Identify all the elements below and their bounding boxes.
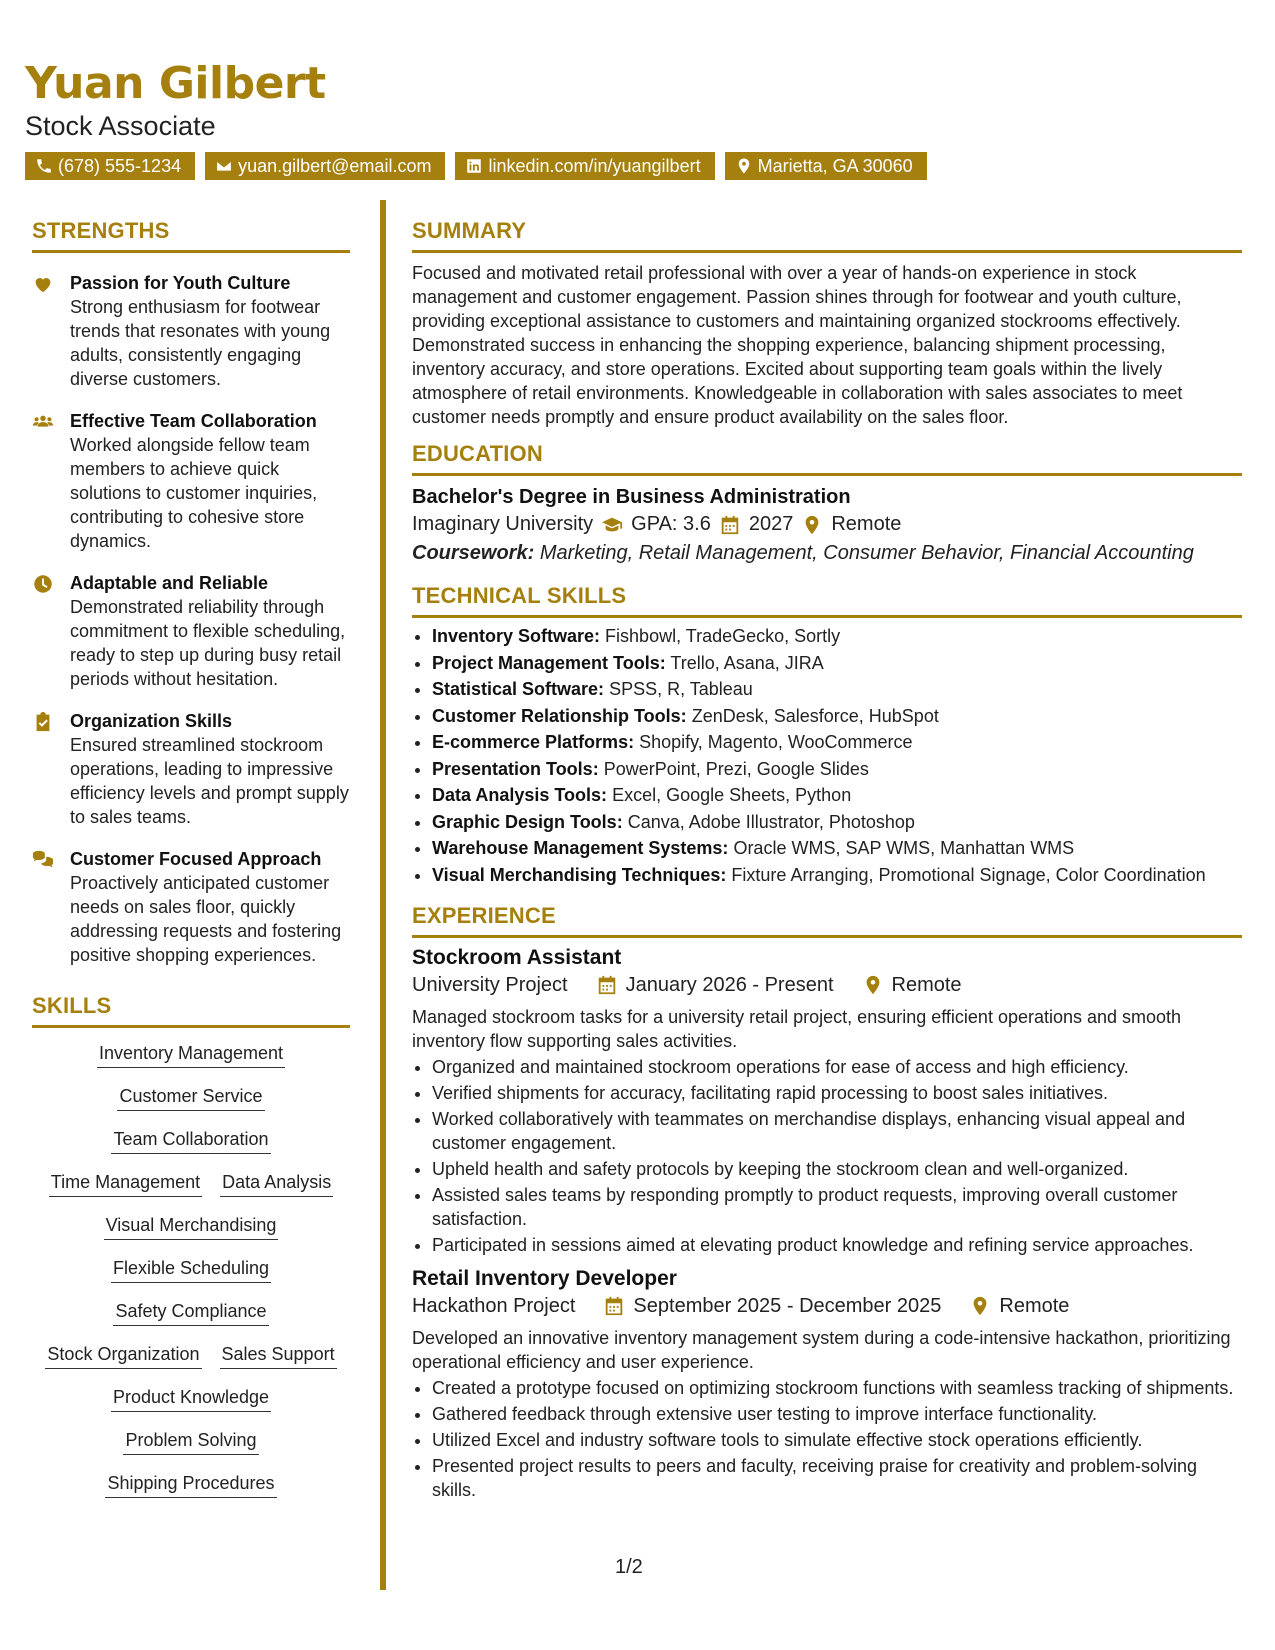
job-summary: Developed an innovative inventory management system during a code-intensive hackathon, prioritizing operational efficiency and user experience. [412, 1327, 1231, 1372]
list-item [432, 704, 1242, 728]
contact-email-text: yuan.gilbert@email.com [238, 156, 432, 176]
strength-desc: Demonstrated reliability through commitment to flexible scheduling, ready to step up during busy retail periods without hesitation. [70, 597, 346, 689]
list-item: • Organized and maintained stockroom operations for ease of access and high efficiency. [432, 1055, 1242, 1079]
list-item: • Worked collaboratively with teammates on merchandise displays, enhancing visual appeal and customer engagement. [432, 1107, 1242, 1155]
page-number: 1/2 [615, 1556, 643, 1578]
graduation-year: 2027 [748, 513, 794, 535]
tech-label: Warehouse Management Systems: [432, 838, 729, 858]
technical-skills-list [412, 624, 1242, 887]
job-title: Stockroom Assistant [412, 945, 622, 969]
strength-title: Organization Skills [70, 711, 233, 731]
contact-linkedin[interactable] [455, 152, 714, 180]
coursework-list: Marketing, Retail Management, Consumer Behavior, Financial Accounting [539, 542, 1194, 564]
contact-phone[interactable] [25, 152, 195, 180]
skill-tag: Inventory Management [97, 1042, 285, 1068]
job-summary: Managed stockroom tasks for a university retail project, ensuring efficient operations and smooth inventory flow supporting sales activities. [412, 1006, 1182, 1051]
tech-label: Customer Relationship Tools: [432, 705, 687, 726]
coursework [412, 542, 1242, 565]
skill-tag: Customer Service [117, 1085, 264, 1111]
contact-email[interactable] [205, 152, 445, 180]
strength-title: Passion for Youth Culture [70, 273, 291, 293]
contact-location-text: Marietta, GA 30060 [757, 156, 913, 176]
job-location: Remote [891, 973, 962, 996]
skills-list [32, 1042, 350, 1498]
list-item: • Verified shipments for accuracy, facilitating rapid processing to boost sales initiatives. [432, 1081, 1242, 1105]
list-item: • Utilized Excel and industry software tools to simulate effective stock operations efficiently. [432, 1428, 1242, 1452]
list-item [432, 757, 1242, 781]
education-location: Remote [831, 513, 902, 535]
contact-linkedin-text: linkedin.com/in/yuangilbert [488, 156, 701, 176]
heart-icon [32, 273, 54, 295]
tech-label: Inventory Software: [432, 626, 601, 646]
tech-label: Graphic Design Tools: [432, 811, 623, 832]
tech-value: Shopify, Magento, WooCommerce [639, 732, 913, 752]
clipboard-check-icon [32, 711, 54, 733]
users-icon [32, 411, 54, 433]
tech-label: Presentation Tools: [432, 758, 599, 779]
tech-label: Visual Merchandising Techniques: [432, 864, 727, 885]
strength-desc: Proactively anticipated customer needs on sales floor, quickly addressing requests and fostering positive shopping experiences. [70, 873, 342, 965]
location-pin-icon [801, 514, 823, 536]
list-item: • Participated in sessions aimed at elevating product knowledge and refining service approaches. [432, 1233, 1242, 1257]
list-item [432, 836, 1242, 860]
list-item [432, 677, 1242, 701]
tech-label: Data Analysis Tools: [432, 785, 608, 805]
left-column [32, 218, 350, 1515]
skill-tag: Sales Support [220, 1343, 337, 1369]
candidate-name: Yuan Gilbert [25, 58, 326, 109]
job-bullets [412, 1055, 1242, 1257]
location-pin-icon [862, 974, 884, 996]
contact-bar [25, 152, 927, 180]
job-dates: January 2026 - Present [625, 973, 834, 996]
calendar-icon [719, 514, 741, 536]
tech-value: SPSS, R, Tableau [609, 679, 753, 699]
contact-phone-text: (678) 555-1234 [58, 156, 182, 176]
summary-text: Focused and motivated retail professional with over a year of hands-on experience in stock management and customer engagement. Passion shines through for footwear and youth culture, providing exceptional assistance to customers and maintaining organized stockrooms effectively. Demonstrated success in enhancing the shopping experience, balancing shipment processing, inventory accuracy, and store operations. Excited about supporting team goals within the lively atmosphere of retail environments. Knowledgeable in collaboration with sales associates to meet customer needs promptly and ensure product availability on the sales floor. [412, 263, 1183, 427]
technical-skills-heading: TECHNICAL SKILLS [412, 583, 1242, 618]
skill-tag: Safety Compliance [113, 1300, 268, 1326]
tech-value: Canva, Adobe Illustrator, Photoshop [627, 811, 915, 832]
strength-item [32, 271, 350, 391]
education-meta [412, 513, 1242, 536]
tech-label: Project Management Tools: [432, 652, 666, 673]
list-item [432, 783, 1242, 807]
degree-title: Bachelor's Degree in Business Administration [412, 486, 851, 508]
coursework-label: Coursework: [412, 542, 535, 564]
skills-heading: SKILLS [32, 993, 350, 1028]
tech-label: Statistical Software: [432, 679, 605, 699]
column-divider [380, 200, 386, 1590]
list-item [432, 810, 1242, 834]
strength-title: Effective Team Collaboration [70, 411, 317, 431]
job-meta [412, 974, 1242, 997]
list-item: • Gathered feedback through extensive user testing to improve interface functionality. [432, 1402, 1242, 1426]
strength-item [32, 847, 350, 967]
job-bullets [412, 1376, 1242, 1502]
tech-value: ZenDesk, Salesforce, HubSpot [691, 705, 939, 726]
skill-tag: Data Analysis [220, 1171, 333, 1197]
summary-heading: SUMMARY [412, 218, 1242, 253]
tech-value: Fixture Arranging, Promotional Signage, Color Coordination [731, 864, 1206, 885]
tech-value: Trello, Asana, JIRA [670, 652, 824, 673]
clock-icon [32, 573, 54, 595]
strengths-heading: STRENGTHS [32, 218, 350, 253]
skill-tag: Time Management [49, 1171, 202, 1197]
list-item: • Upheld health and safety protocols by keeping the stockroom clean and well-organized. [432, 1157, 1242, 1181]
calendar-icon [596, 974, 618, 996]
tech-value: PowerPoint, Prezi, Google Slides [603, 758, 869, 779]
linkedin-icon [465, 157, 483, 175]
job-meta [412, 1295, 1242, 1318]
strength-item [32, 709, 350, 829]
tech-value: Fishbowl, TradeGecko, Sortly [605, 626, 841, 646]
job-entry [412, 1267, 1242, 1502]
comments-icon [32, 849, 54, 871]
strength-item [32, 409, 350, 553]
list-item [432, 624, 1242, 648]
location-pin-icon [969, 1295, 991, 1317]
job-title: Retail Inventory Developer [412, 1266, 677, 1290]
candidate-title: Stock Associate [25, 111, 216, 141]
location-pin-icon [735, 157, 753, 175]
skill-tag: Product Knowledge [111, 1386, 271, 1412]
strength-title: Customer Focused Approach [70, 849, 322, 869]
list-item: • Assisted sales teams by responding promptly to product requests, improving overall customer satisfaction. [432, 1183, 1242, 1231]
skill-tag: Team Collaboration [111, 1128, 270, 1154]
envelope-icon [215, 157, 233, 175]
strength-desc: Ensured streamlined stockroom operations, leading to impressive efficiency levels and prompt supply to sales teams. [70, 735, 349, 827]
job-org: University Project [412, 973, 568, 996]
tech-value: Excel, Google Sheets, Python [612, 785, 852, 805]
job-org: Hackathon Project [412, 1294, 576, 1317]
strength-desc: Strong enthusiasm for footwear trends that resonates with young adults, consistently engaging diverse customers. [70, 297, 331, 389]
experience-heading: EXPERIENCE [412, 903, 1242, 938]
tech-label: E-commerce Platforms: [432, 732, 635, 752]
strength-item [32, 571, 350, 691]
gpa: GPA: 3.6 [631, 513, 711, 535]
phone-icon [35, 157, 53, 175]
strength-title: Adaptable and Reliable [70, 573, 269, 593]
job-dates: September 2025 - December 2025 [633, 1294, 942, 1317]
list-item: • Created a prototype focused on optimizing stockroom functions with seamless tracking of shipments. [432, 1376, 1242, 1400]
strength-desc: Worked alongside fellow team members to achieve quick solutions to customer inquiries, contributing to cohesive store dynamics. [70, 435, 318, 551]
skill-tag: Shipping Procedures [105, 1472, 276, 1498]
skill-tag: Flexible Scheduling [111, 1257, 271, 1283]
skill-tag: Visual Merchandising [104, 1214, 279, 1240]
education-heading: EDUCATION [412, 441, 1242, 476]
list-item [432, 863, 1242, 887]
skill-tag: Problem Solving [123, 1429, 258, 1455]
list-item [432, 730, 1242, 754]
graduation-cap-icon [601, 514, 623, 536]
list-item: • Presented project results to peers and faculty, receiving praise for creativity and problem-solving skills. [432, 1454, 1242, 1502]
skill-tag: Stock Organization [45, 1343, 201, 1369]
job-location: Remote [999, 1294, 1070, 1317]
contact-location [725, 152, 927, 180]
right-column [412, 218, 1242, 1504]
tech-value: Oracle WMS, SAP WMS, Manhattan WMS [733, 838, 1075, 858]
job-entry [412, 946, 1242, 1257]
school-name: Imaginary University [412, 513, 594, 535]
calendar-icon [603, 1295, 625, 1317]
list-item [432, 651, 1242, 675]
